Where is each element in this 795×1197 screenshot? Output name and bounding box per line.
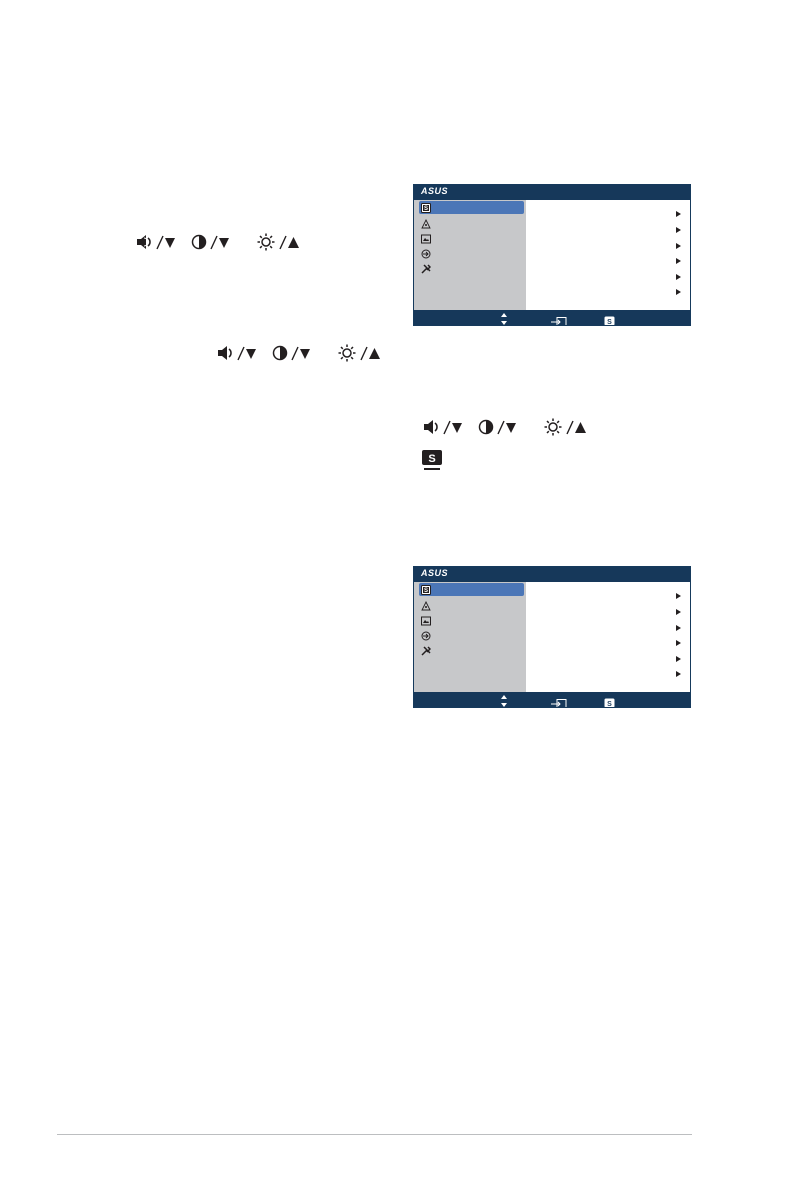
- page-footer-rule: [57, 1134, 692, 1135]
- enter-icon: [551, 695, 567, 708]
- osd-footer: [414, 310, 690, 326]
- image-icon: [421, 234, 431, 244]
- svg-text:S: S: [423, 206, 429, 213]
- submenu-arrow-icon: [676, 602, 681, 608]
- volume-down-icon: [216, 344, 260, 362]
- input-select-icon: [421, 631, 431, 641]
- color-icon: [421, 219, 431, 229]
- osd-header: [414, 567, 690, 582]
- submenu-arrow-icon: [676, 586, 681, 592]
- contrast-down-icon: [191, 233, 235, 251]
- svg-text:S: S: [423, 588, 429, 595]
- osd-submenu: [526, 582, 690, 692]
- brightness-up-icon: [338, 344, 386, 362]
- system-setup-icon: [421, 646, 431, 656]
- osd-selection-bar: [419, 201, 524, 214]
- exit-splendid-icon: [604, 313, 615, 326]
- color-icon: [421, 601, 431, 611]
- volume-down-icon: [135, 233, 179, 251]
- svg-text:S: S: [607, 318, 612, 326]
- contrast-down-icon: [478, 418, 522, 436]
- submenu-arrow-icon: [676, 236, 681, 242]
- submenu-arrow-icon: [676, 220, 681, 226]
- submenu-arrow-icon: [676, 633, 681, 639]
- move-updown-icon: [501, 694, 507, 708]
- svg-text:S: S: [607, 700, 612, 708]
- osd-menu-screenshot-1: [413, 184, 691, 326]
- asus-logo: ASUS: [421, 186, 449, 196]
- system-setup-icon: [421, 264, 431, 274]
- svg-text:S: S: [428, 453, 436, 465]
- osd-header: [414, 185, 690, 200]
- submenu-arrow-icon: [676, 267, 681, 273]
- move-updown-icon: [501, 312, 507, 326]
- exit-splendid-icon: [604, 695, 615, 708]
- submenu-arrow-icon: [676, 282, 681, 288]
- splendid-button-icon: [420, 449, 444, 478]
- submenu-arrow-icon: [676, 251, 681, 257]
- osd-menu-screenshot-2: [413, 566, 691, 708]
- osd-selection-bar: [419, 583, 524, 596]
- asus-logo: ASUS: [421, 568, 449, 578]
- input-select-icon: [421, 249, 431, 259]
- submenu-arrow-icon: [676, 204, 681, 210]
- brightness-up-icon: [257, 233, 305, 251]
- splendid-icon: [421, 585, 431, 595]
- button-icons-row-2: [216, 344, 386, 364]
- button-icons-row-1: [135, 233, 305, 253]
- volume-down-icon: [422, 418, 466, 436]
- brightness-up-icon: [544, 418, 592, 436]
- button-icons-row-3: [422, 418, 592, 438]
- submenu-arrow-icon: [676, 664, 681, 670]
- enter-icon: [551, 313, 567, 326]
- osd-submenu: [526, 200, 690, 310]
- submenu-arrow-icon: [676, 649, 681, 655]
- contrast-down-icon: [272, 344, 316, 362]
- submenu-arrow-icon: [676, 618, 681, 624]
- osd-footer: [414, 692, 690, 708]
- image-icon: [421, 616, 431, 626]
- splendid-icon: [421, 203, 431, 213]
